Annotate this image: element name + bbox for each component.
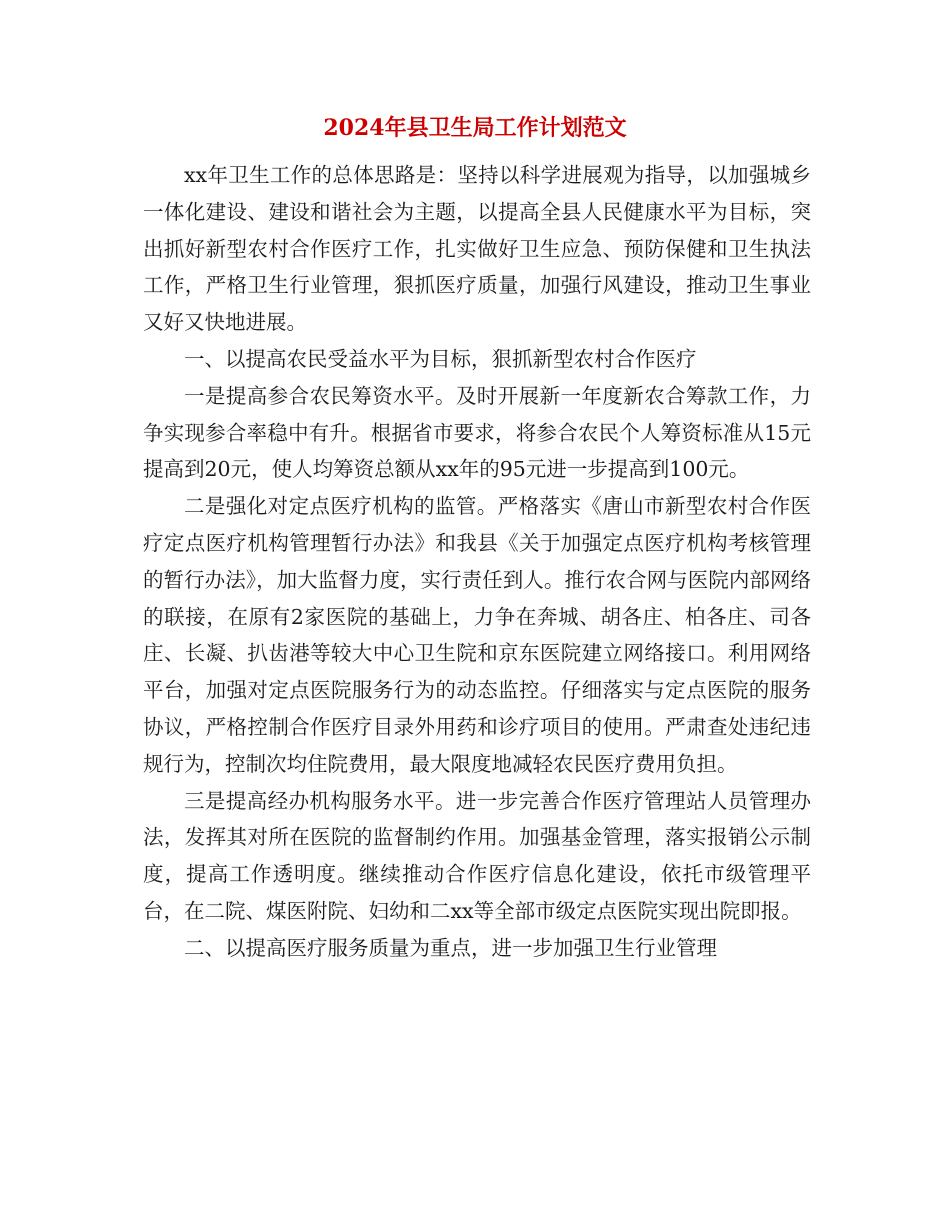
section-heading-1: 一、以提高农民受益水平为目标，狠抓新型农村合作医疗 <box>184 346 697 371</box>
paragraph-funding: 一是提高参合农民筹资水平。及时开展新一年度新农合筹款工作，力争实现参合率稳中有升。根据省市要求，将参合农民个人筹资标准从15元提高到20元，使人均筹资总额从xx年的95元进一步提高到100元。 <box>143 383 811 482</box>
paragraph-supervision: 二是强化对定点医疗机构的监管。严格落实《唐山市新型农村合作医疗定点医疗机构管理暂行办法》和我县《关于加强定点医疗机构考核管理的暂行办法》，加大监督力度，实行责任到人。推行农合网与医院内部网络的联接，在原有2家医院的基础上，力争在奔城、胡各庄、柏各庄、司各庄、长凝、扒齿港等较大中心卫生院和京东医院建立网络接口。利用网络平台，加强对定点医院服务行为的动态监控。仔细落实与定点医院的服务协议，严格控制合作医疗目录外用药和诊疗项目的使用。严肃查处违纪违规行为，控制次均住院费用，最大限度地减轻农民医疗费用负担。 <box>143 494 811 776</box>
document-title: 2024年县卫生局工作计划范文 <box>323 115 627 141</box>
section-heading-2: 二、以提高医疗服务质量为重点，进一步加强卫生行业管理 <box>184 935 717 960</box>
paragraph-overview: xx年卫生工作的总体思路是：坚持以科学进展观为指导，以加强城乡一体化建设、建设和谐社会为主题，以提高全县人民健康水平为目标，突出抓好新型农村合作医疗工作，扎实做好卫生应急、预防保健和卫生执法工作，严格卫生行业管理，狠抓医疗质量，加强行风建设，推动卫生事业又好又快地进展。 <box>143 163 811 335</box>
document-body <box>143 157 811 967</box>
paragraph-service: 三是提高经办机构服务水平。进一步完善合作医疗管理站人员管理办法，发挥其对所在医院的监督制约作用。加强基金管理，落实报销公示制度，提高工作透明度。继续推动合作医疗信息化建设，依托市级管理平台，在二院、煤医附院、妇幼和二xx等全部市级定点医院实现出院即报。 <box>143 788 811 923</box>
